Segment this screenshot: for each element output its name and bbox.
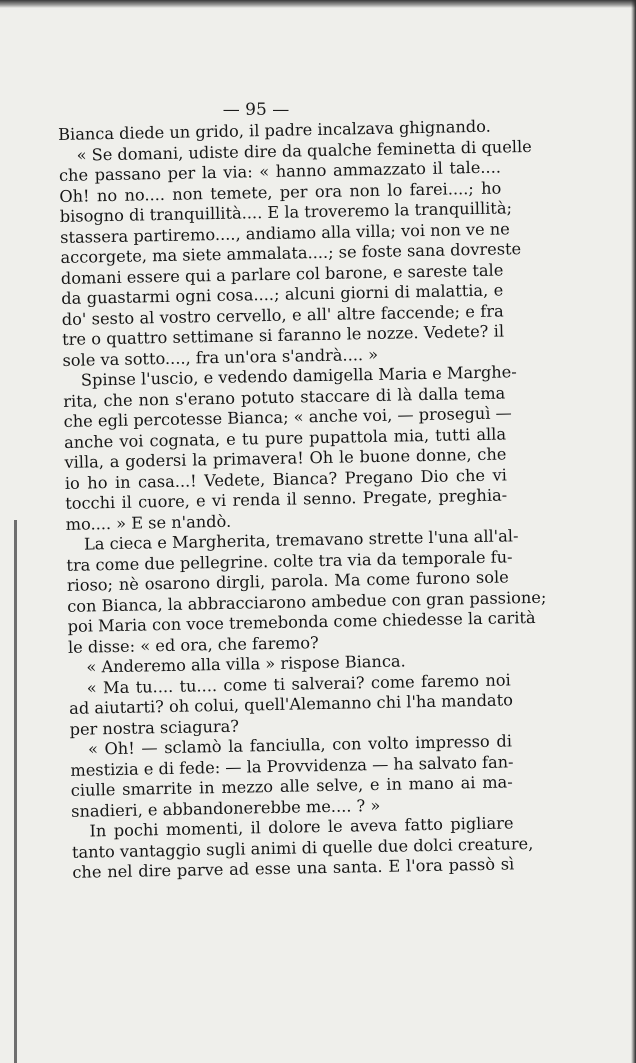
- text-line: che passano per la via: « hanno ammazzato il tale....: [58, 157, 502, 185]
- page-right-shadow: [631, 0, 636, 1063]
- text-line: da guastarmi ogni cosa....; alcuni giorni di malattia, e: [61, 280, 504, 308]
- text-line: « Oh! — sclamò la fanciulla, con volto impresso di: [87, 731, 513, 759]
- text-line: « Se domani, udiste dire da qualche feminetta di quelle: [76, 136, 532, 165]
- text-line: bisogno di tranquillità.... E la troveremo la tranquillità;: [59, 198, 513, 226]
- text-line: In pochi momenti, il dolore le aveva fatto pigliare: [89, 813, 514, 841]
- text-line: domani essere qui a parlare col barone, e sareste tale: [60, 259, 504, 288]
- body-text: [58, 116, 547, 884]
- text-line: « Anderemo alla villa » rispose Bianca.: [86, 651, 406, 677]
- text-line: villa, a godersi la primavera! Oh le buone donne, che: [64, 444, 507, 472]
- text-line: Bianca diede un grido, il padre incalzava ghignando.: [58, 116, 491, 144]
- text-line: tocchi il cuore, e vi renda il senno. Pregate, preghia-: [65, 485, 508, 513]
- text-line: le disse: « ed ora, che faremo?: [67, 632, 319, 657]
- page-number: — 95 —: [222, 100, 290, 120]
- text-line: ciulle smarrite in mezzo alle selve, e in mano ai ma-: [70, 772, 513, 800]
- page-left-binding-line: [14, 520, 17, 1063]
- text-line: Oh! no no.... non temete, per ora non lo farei....; ho: [59, 178, 502, 206]
- text-line: tre o quattro settimane si faranno le nozze. Vedete? il: [61, 321, 505, 349]
- text-line: stassera partiremo...., andiamo alla villa; voi non ve ne: [59, 218, 510, 247]
- text-line: ad aiutarti? oh colui, quell'Alemanno chi l'ha mandato: [69, 690, 514, 718]
- text-line: poi Maria con voce tremebonda come chiedesse la carità: [67, 607, 536, 636]
- text-line: per nostra sciagura?: [69, 716, 240, 739]
- text-line: « Ma tu.... tu.... come ti salverai? come faremo noi: [86, 669, 511, 698]
- text-line: La cieca e Margherita, tremavano strette l'una all'al-: [83, 526, 519, 554]
- text-line: tra come due pellegrine. colte tra via da temporale fu-: [66, 546, 513, 575]
- text-line: do' sesto al vostro cervello, e all' altre faccende; e fra: [61, 300, 504, 329]
- text-line: snadieri, e abbandonerebbe me.... ? »: [70, 795, 381, 821]
- text-line: che egli percotesse Bianca; « anche voi, — proseguì —: [63, 403, 512, 431]
- text-line: con Bianca, la abbracciarono ambedue con gran passione;: [67, 587, 547, 616]
- text-line: rioso; nè osarono dirgli, parola. Ma come furono sole: [66, 567, 509, 595]
- text-line: rita, che non s'erano potuto staccare di là dalla tema: [63, 382, 506, 411]
- text-line: che nel dire parve ad esse una santa. E l'ora passò sì: [72, 854, 515, 882]
- text-line: accorgete, ma siete ammalata....; se foste sana dovreste: [60, 239, 522, 267]
- text-line: anche voi cognata, e tu pure pupattola mia, tutti alla: [63, 423, 507, 452]
- page-top-shadow: [0, 0, 636, 8]
- text-line: Spinse l'uscio, e vedendo damigella Maria e Marghe-: [80, 362, 517, 390]
- text-line: mo.... » E se n'andò.: [65, 511, 232, 534]
- text-line: io ho in casa...! Vedete, Bianca? Pregano Dio che vi: [64, 464, 507, 493]
- text-line: mestizia e di fede: — la Provvidenza — ha salvato fan-: [70, 751, 514, 780]
- text-line: tanto vantaggio sugli animi di quelle due dolci creature,: [71, 833, 534, 862]
- text-line: sole va sotto...., fra un'ora s'andrà.... »: [62, 344, 379, 370]
